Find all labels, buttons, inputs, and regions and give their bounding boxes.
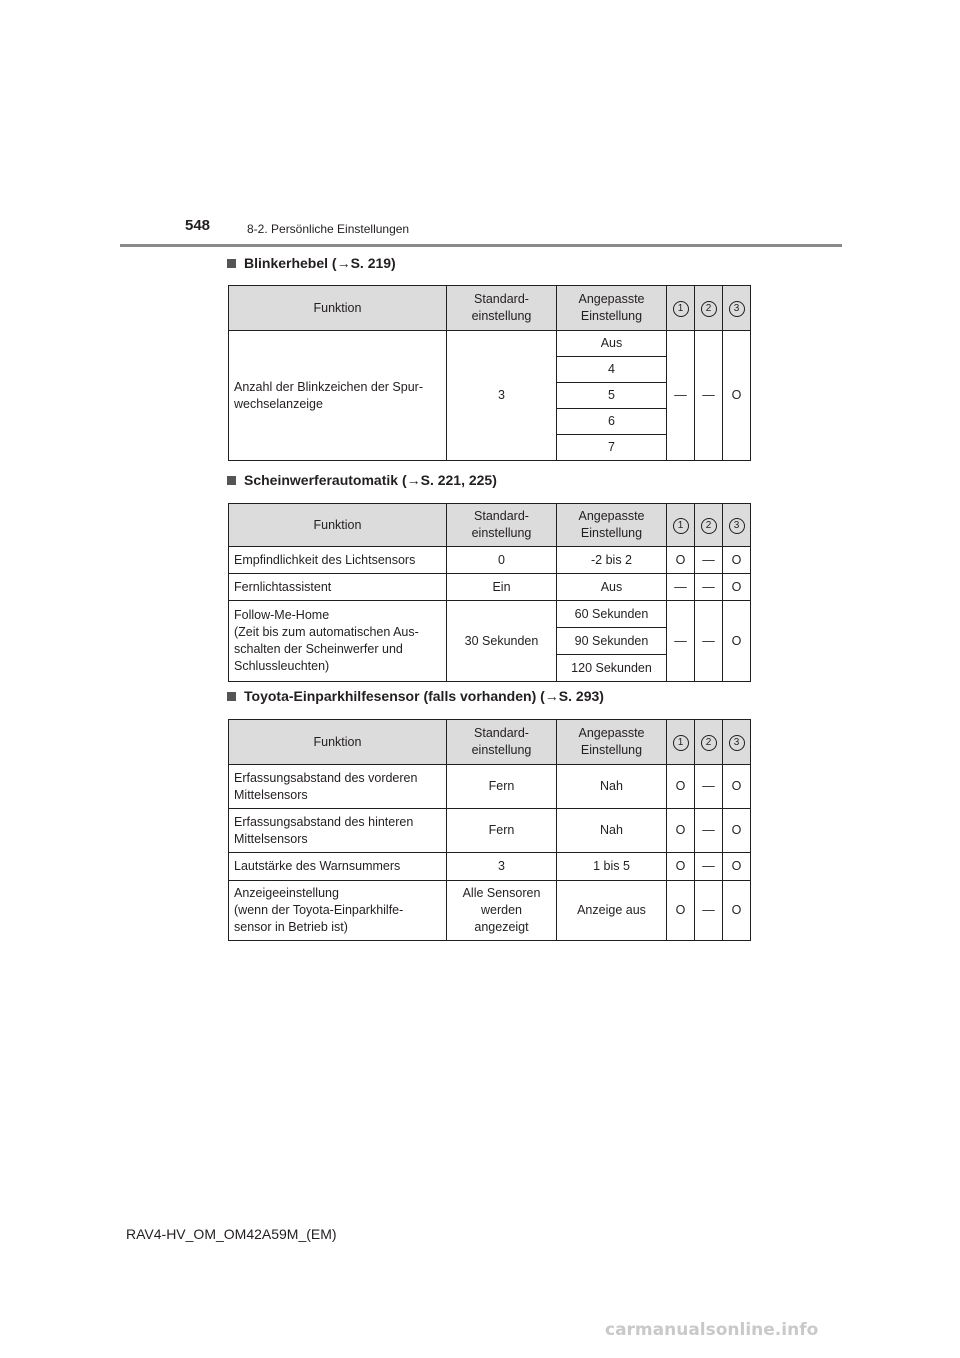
table-cell-c1: — bbox=[667, 601, 695, 682]
table-cell-c2: — bbox=[695, 331, 723, 461]
circled-number-2: 2 bbox=[701, 301, 717, 317]
table-cell-option: 90 Sekunden bbox=[557, 628, 667, 655]
table-cell-funktion: Follow-Me-Home (Zeit bis zum automatischen Aus- schalten der Scheinwerfer und Schlussleuchten) bbox=[229, 601, 447, 682]
circled-number-2: 2 bbox=[701, 518, 717, 534]
table-cell-c1: O bbox=[667, 881, 695, 941]
table-cell-funktion: Erfassungsabstand des hinteren Mittelsensors bbox=[229, 809, 447, 853]
header-col-1 bbox=[667, 286, 695, 331]
table-cell-standard: Fern bbox=[447, 765, 557, 809]
table-blinkerhebel bbox=[228, 285, 751, 461]
table-cell-funktion: Fernlichtassistent bbox=[229, 574, 447, 601]
table-cell-standard: 3 bbox=[447, 331, 557, 461]
circled-number-1: 1 bbox=[673, 301, 689, 317]
watermark: carmanualsonline.info bbox=[605, 1320, 819, 1340]
table-cell-option: 4 bbox=[557, 357, 667, 383]
table-cell-option: Nah bbox=[557, 765, 667, 809]
table-cell-option: Aus bbox=[557, 331, 667, 357]
table-cell-c2: — bbox=[695, 601, 723, 682]
table-cell-funktion: Anzahl der Blinkzeichen der Spur- wechselanzeige bbox=[229, 331, 447, 461]
table-cell-c2: — bbox=[695, 547, 723, 574]
table-cell-c2: — bbox=[695, 765, 723, 809]
section-heading-blinkerhebel bbox=[227, 255, 396, 271]
table-cell-c1: — bbox=[667, 574, 695, 601]
table-cell-c1: O bbox=[667, 765, 695, 809]
table-cell-funktion: Empfindlichkeit des Lichtsensors bbox=[229, 547, 447, 574]
table-cell-funktion: Lautstärke des Warnsummers bbox=[229, 853, 447, 881]
table-cell-option: -2 bis 2 bbox=[557, 547, 667, 574]
table-row bbox=[229, 881, 751, 941]
header-angepasst: Angepasste Einstellung bbox=[557, 286, 667, 331]
table-cell-c1: O bbox=[667, 547, 695, 574]
header-standard: Standard- einstellung bbox=[447, 504, 557, 547]
table-cell-c3: O bbox=[723, 881, 751, 941]
header-col-2 bbox=[695, 720, 723, 765]
table-cell-option: 60 Sekunden bbox=[557, 601, 667, 628]
circled-number-3: 3 bbox=[729, 518, 745, 534]
table-cell-standard: 0 bbox=[447, 547, 557, 574]
header-rule bbox=[120, 244, 842, 247]
table-cell-option: Anzeige aus bbox=[557, 881, 667, 941]
section-heading-text: Scheinwerferautomatik (→S. 221, 225) bbox=[244, 472, 497, 488]
table-cell-c2: — bbox=[695, 574, 723, 601]
table-cell-option: 5 bbox=[557, 383, 667, 409]
section-heading-text: Toyota-Einparkhilfesensor (falls vorhanden) (→S. 293) bbox=[244, 688, 604, 704]
header-col-2 bbox=[695, 286, 723, 331]
header-col-3 bbox=[723, 720, 751, 765]
table-cell-c3: O bbox=[723, 601, 751, 682]
header-standard: Standard- einstellung bbox=[447, 720, 557, 765]
header-col-3 bbox=[723, 286, 751, 331]
section-title: 8-2. Persönliche Einstellungen bbox=[247, 222, 410, 236]
header-standard: Standard- einstellung bbox=[447, 286, 557, 331]
table-row bbox=[229, 765, 751, 809]
square-bullet-icon bbox=[227, 259, 236, 268]
table-row bbox=[229, 574, 751, 601]
table-cell-option: 7 bbox=[557, 435, 667, 461]
header-col-3 bbox=[723, 504, 751, 547]
table-cell-standard: 3 bbox=[447, 853, 557, 881]
table-row bbox=[229, 547, 751, 574]
table-cell-c2: — bbox=[695, 853, 723, 881]
table-cell-funktion: Anzeigeeinstellung (wenn der Toyota-Einparkhilfe- sensor in Betrieb ist) bbox=[229, 881, 447, 941]
table-einparkhilfe bbox=[228, 719, 751, 941]
table-cell-c2: — bbox=[695, 881, 723, 941]
table-cell-c3: O bbox=[723, 547, 751, 574]
header-col-2 bbox=[695, 504, 723, 547]
square-bullet-icon bbox=[227, 692, 236, 701]
table-cell-c3: O bbox=[723, 574, 751, 601]
section-heading-einparkhilfe bbox=[227, 688, 604, 704]
table-cell-c1: O bbox=[667, 809, 695, 853]
circled-number-3: 3 bbox=[729, 301, 745, 317]
footer-doc-id: RAV4-HV_OM_OM42A59M_(EM) bbox=[126, 1226, 337, 1242]
table-cell-standard: Fern bbox=[447, 809, 557, 853]
table-cell-standard: 30 Sekunden bbox=[447, 601, 557, 682]
header-col-1 bbox=[667, 720, 695, 765]
table-row bbox=[229, 809, 751, 853]
section-heading-scheinwerfer bbox=[227, 472, 497, 488]
table-cell-c2: — bbox=[695, 809, 723, 853]
table-cell-standard: Alle Sensoren werden angezeigt bbox=[447, 881, 557, 941]
table-cell-c1: — bbox=[667, 331, 695, 461]
table-cell-c3: O bbox=[723, 331, 751, 461]
section-heading-text: Blinkerhebel (→S. 219) bbox=[244, 255, 396, 271]
table-cell-c3: O bbox=[723, 765, 751, 809]
header-angepasst: Angepasste Einstellung bbox=[557, 504, 667, 547]
header-funktion: Funktion bbox=[229, 286, 447, 331]
circled-number-1: 1 bbox=[673, 735, 689, 751]
table-cell-option: Nah bbox=[557, 809, 667, 853]
table-cell-option: 6 bbox=[557, 409, 667, 435]
table-cell-option: Aus bbox=[557, 574, 667, 601]
header-funktion: Funktion bbox=[229, 720, 447, 765]
table-cell-option: 1 bis 5 bbox=[557, 853, 667, 881]
table-scheinwerfer bbox=[228, 503, 751, 682]
table-cell-c1: O bbox=[667, 853, 695, 881]
circled-number-2: 2 bbox=[701, 735, 717, 751]
table-cell-standard: Ein bbox=[447, 574, 557, 601]
circled-number-3: 3 bbox=[729, 735, 745, 751]
table-row bbox=[229, 853, 751, 881]
header-col-1 bbox=[667, 504, 695, 547]
circled-number-1: 1 bbox=[673, 518, 689, 534]
table-cell-option: 120 Sekunden bbox=[557, 655, 667, 682]
table-cell-funktion: Erfassungsabstand des vorderen Mittelsensors bbox=[229, 765, 447, 809]
table-cell-c3: O bbox=[723, 853, 751, 881]
header-angepasst: Angepasste Einstellung bbox=[557, 720, 667, 765]
header-funktion: Funktion bbox=[229, 504, 447, 547]
square-bullet-icon bbox=[227, 476, 236, 485]
table-cell-c3: O bbox=[723, 809, 751, 853]
page-number: 548 bbox=[185, 217, 211, 234]
